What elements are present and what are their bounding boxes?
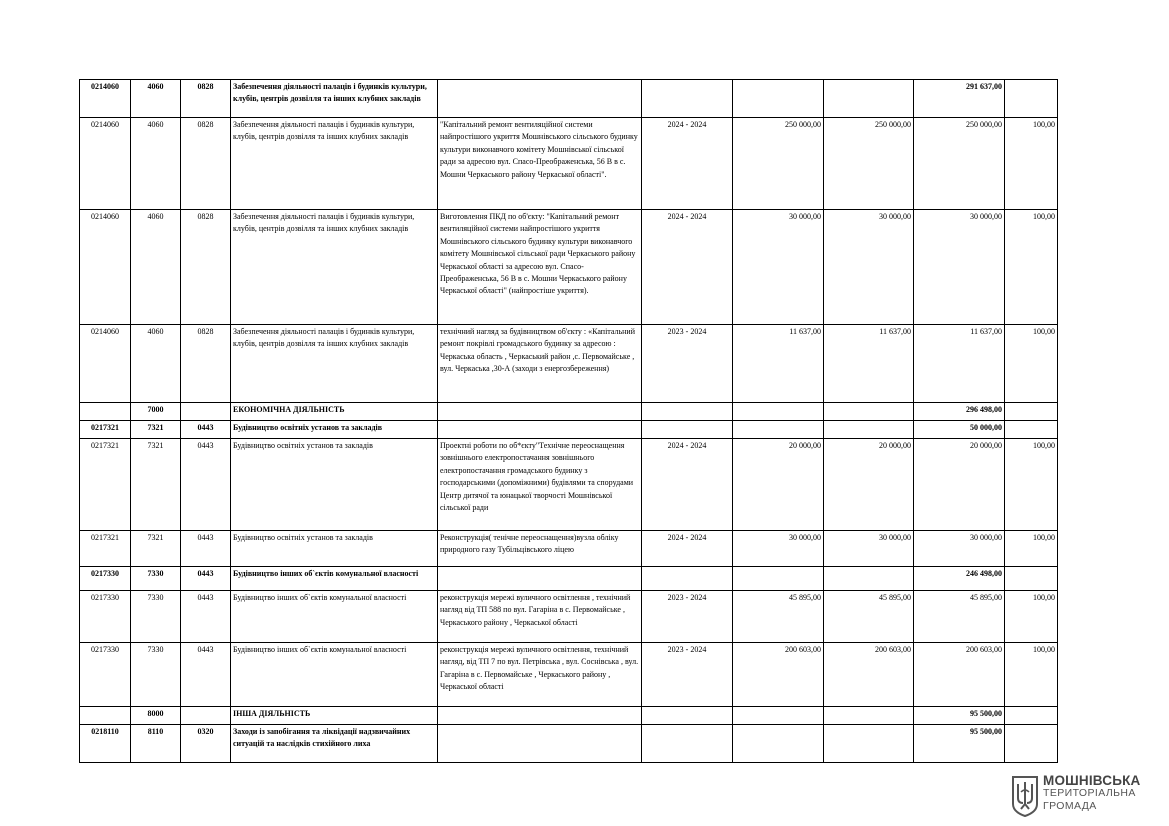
program-name-cell: Будівництво інших об`єктів комунальної власності — [231, 643, 438, 707]
estimated-cost-cell: 200 603,00 — [824, 643, 914, 707]
estimated-cost-cell — [824, 725, 914, 763]
object-description-cell: Виготовлення ПКД по об'єкту: "Капітальний ремонт вентиляційної системи найпростішого укриття Мошнівського сільського будинку культури виконавчого комітету Мошнівської сільської ради Черкаського району Черкаської області за адресою вул. Спасо-Преображенська, 56 В в с. Мошни Черкаського району Черкаської області" (найпростіше укриття). — [438, 210, 642, 325]
kfkv-code-cell: 0828 — [181, 210, 231, 325]
term-cell: 2024 - 2024 — [642, 531, 733, 567]
total-cost-cell — [733, 80, 824, 118]
amount-cell: 11 637,00 — [914, 325, 1005, 403]
table-row-total — [80, 403, 1058, 421]
kfkv-code-cell — [181, 707, 231, 725]
logo-line-2: ТЕРИТОРІАЛЬНА — [1043, 787, 1136, 799]
term-cell: 2023 - 2024 — [642, 325, 733, 403]
program-name-cell: Забезпечення діяльності палаців і будинків культури, клубів, центрів дозвілля та інших клубних закладів — [231, 210, 438, 325]
term-cell: 2024 - 2024 — [642, 439, 733, 531]
readiness-percent-cell: 100,00 — [1005, 643, 1058, 707]
readiness-percent-cell — [1005, 707, 1058, 725]
function-code-cell: 7321 — [131, 439, 181, 531]
function-code-cell: 8000 — [131, 707, 181, 725]
object-description-cell: реконструкція мережі вуличного освітлення, технічний нагляд, від ТП 7 по вул. Петрівська , вул. Соснівська , вул. Гагаріна в с. Первомайське , Черкаського району , Черкаської області — [438, 643, 642, 707]
function-code-cell: 4060 — [131, 118, 181, 210]
estimated-cost-cell: 20 000,00 — [824, 439, 914, 531]
program-name-cell: Забезпечення діяльності палаців і будинків культури, клубів, центрів дозвілля та інших клубних закладів — [231, 80, 438, 118]
community-logo — [1010, 774, 1150, 818]
table-row — [80, 325, 1058, 403]
term-cell — [642, 707, 733, 725]
object-description-cell — [438, 707, 642, 725]
readiness-percent-cell — [1005, 725, 1058, 763]
table-row — [80, 118, 1058, 210]
kfkv-code-cell: 0828 — [181, 325, 231, 403]
function-code-cell: 4060 — [131, 210, 181, 325]
term-cell: 2023 - 2024 — [642, 643, 733, 707]
kfkv-code-cell: 0828 — [181, 80, 231, 118]
program-code-cell — [80, 403, 131, 421]
kfkv-code-cell: 0443 — [181, 421, 231, 439]
amount-cell: 291 637,00 — [914, 80, 1005, 118]
amount-cell: 95 500,00 — [914, 725, 1005, 763]
object-description-cell — [438, 421, 642, 439]
object-description-cell: технічний нагляд за будівництвом об'єкту : «Капітальний ремонт покрівлі громадського будинку за адресою : Черкаська область , Черкаський район ,с. Первомайське , вул. Черкаська ,30-А (заходи з енергозбереження) — [438, 325, 642, 403]
estimated-cost-cell: 11 637,00 — [824, 325, 914, 403]
amount-cell: 95 500,00 — [914, 707, 1005, 725]
total-cost-cell — [733, 421, 824, 439]
logo-line-1: МОШНІВСЬКА — [1043, 773, 1141, 788]
readiness-percent-cell — [1005, 567, 1058, 591]
term-cell — [642, 725, 733, 763]
amount-cell: 30 000,00 — [914, 210, 1005, 325]
term-cell: 2024 - 2024 — [642, 118, 733, 210]
program-name-cell: Будівництво освітніх установ та закладів — [231, 439, 438, 531]
term-cell: 2024 - 2024 — [642, 210, 733, 325]
program-code-cell: 0217330 — [80, 567, 131, 591]
estimated-cost-cell — [824, 567, 914, 591]
term-cell — [642, 80, 733, 118]
program-name-cell: Будівництво інших об`єктів комунальної власності — [231, 591, 438, 643]
program-name-cell: Будівництво інших об`єктів комунальної власності — [231, 567, 438, 591]
function-code-cell: 7321 — [131, 421, 181, 439]
program-code-cell: 0218110 — [80, 725, 131, 763]
object-description-cell: Реконструкція( тенічне переоснащення)вузла обліку природного газу Тубільцівського ліцею — [438, 531, 642, 567]
estimated-cost-cell: 45 895,00 — [824, 591, 914, 643]
amount-cell: 246 498,00 — [914, 567, 1005, 591]
total-cost-cell — [733, 567, 824, 591]
readiness-percent-cell: 100,00 — [1005, 118, 1058, 210]
readiness-percent-cell — [1005, 403, 1058, 421]
object-description-cell: "Капітальний ремонт вентиляційної системи найпростішого укриття Мошнівського сільського будинку культури виконавчого комітету Мошнівської сільської ради за адресою вул. Спасо-Преображенська, 56 В в с. Мошни Черкаського району Черкаської області". — [438, 118, 642, 210]
readiness-percent-cell — [1005, 80, 1058, 118]
object-description-cell — [438, 725, 642, 763]
table-row — [80, 591, 1058, 643]
total-cost-cell: 11 637,00 — [733, 325, 824, 403]
kfkv-code-cell: 0443 — [181, 531, 231, 567]
estimated-cost-cell — [824, 80, 914, 118]
program-code-cell: 0214060 — [80, 118, 131, 210]
object-description-cell — [438, 80, 642, 118]
kfkv-code-cell: 0443 — [181, 591, 231, 643]
kfkv-code-cell: 0443 — [181, 643, 231, 707]
kfkv-code-cell — [181, 403, 231, 421]
estimated-cost-cell: 30 000,00 — [824, 531, 914, 567]
kfkv-code-cell: 0828 — [181, 118, 231, 210]
term-cell: 2023 - 2024 — [642, 591, 733, 643]
logo-line-3: ГРОМАДА — [1043, 800, 1097, 812]
program-name-cell: Будівництво освітніх установ та закладів — [231, 531, 438, 567]
kfkv-code-cell: 0443 — [181, 567, 231, 591]
function-code-cell: 7321 — [131, 531, 181, 567]
term-cell — [642, 421, 733, 439]
object-description-cell: реконструкція мережі вуличного освітлення , технічний нагляд від ТП 588 по вул. Гагаріна в с. Первомайське , Черкаського району , Черкаської області — [438, 591, 642, 643]
table-row — [80, 439, 1058, 531]
readiness-percent-cell: 100,00 — [1005, 325, 1058, 403]
total-cost-cell: 30 000,00 — [733, 210, 824, 325]
program-code-cell — [80, 707, 131, 725]
amount-cell: 250 000,00 — [914, 118, 1005, 210]
program-code-cell: 0217330 — [80, 643, 131, 707]
function-code-cell: 8110 — [131, 725, 181, 763]
program-name-cell: ЕКОНОМІЧНА ДІЯЛЬНІСТЬ — [231, 403, 438, 421]
object-description-cell — [438, 567, 642, 591]
program-code-cell: 0217321 — [80, 439, 131, 531]
program-code-cell: 0214060 — [80, 325, 131, 403]
amount-cell: 200 603,00 — [914, 643, 1005, 707]
table-row-total — [80, 80, 1058, 118]
object-description-cell: Проектні роботи по об*єкту"Технічне переоснащення зовнішнього електропостачання зовнішнього електропостачання громадського будинку з господарськими (допоміжними) будівлями та спорудами Центр дитячої та юнацької творчості Мошнівської сільської ради — [438, 439, 642, 531]
function-code-cell: 7330 — [131, 591, 181, 643]
total-cost-cell: 45 895,00 — [733, 591, 824, 643]
table-row-total — [80, 707, 1058, 725]
program-name-cell: Заходи із запобігання та ліквідації надзвичайних ситуацій та наслідків стихійного лиха — [231, 725, 438, 763]
readiness-percent-cell: 100,00 — [1005, 531, 1058, 567]
logo-text — [1043, 774, 1141, 813]
trident-emblem-icon — [1010, 774, 1040, 818]
readiness-percent-cell: 100,00 — [1005, 210, 1058, 325]
program-code-cell: 0214060 — [80, 80, 131, 118]
amount-cell: 20 000,00 — [914, 439, 1005, 531]
total-cost-cell — [733, 725, 824, 763]
function-code-cell: 4060 — [131, 80, 181, 118]
amount-cell: 30 000,00 — [914, 531, 1005, 567]
readiness-percent-cell — [1005, 421, 1058, 439]
estimated-cost-cell — [824, 421, 914, 439]
total-cost-cell: 20 000,00 — [733, 439, 824, 531]
program-code-cell: 0214060 — [80, 210, 131, 325]
total-cost-cell: 250 000,00 — [733, 118, 824, 210]
program-code-cell: 0217321 — [80, 421, 131, 439]
function-code-cell: 7330 — [131, 643, 181, 707]
table-row — [80, 531, 1058, 567]
estimated-cost-cell — [824, 707, 914, 725]
total-cost-cell: 200 603,00 — [733, 643, 824, 707]
readiness-percent-cell: 100,00 — [1005, 439, 1058, 531]
function-code-cell: 4060 — [131, 325, 181, 403]
total-cost-cell: 30 000,00 — [733, 531, 824, 567]
total-cost-cell — [733, 707, 824, 725]
table-row — [80, 210, 1058, 325]
table-row-total — [80, 725, 1058, 763]
table-body — [80, 80, 1058, 763]
amount-cell: 45 895,00 — [914, 591, 1005, 643]
kfkv-code-cell: 0320 — [181, 725, 231, 763]
program-name-cell: Забезпечення діяльності палаців і будинків культури, клубів, центрів дозвілля та інших клубних закладів — [231, 325, 438, 403]
estimated-cost-cell: 250 000,00 — [824, 118, 914, 210]
function-code-cell: 7330 — [131, 567, 181, 591]
program-name-cell: Будівництво освітніх установ та закладів — [231, 421, 438, 439]
object-description-cell — [438, 403, 642, 421]
table-row-total — [80, 421, 1058, 439]
estimated-cost-cell — [824, 403, 914, 421]
table-row-total — [80, 567, 1058, 591]
table-row — [80, 643, 1058, 707]
total-cost-cell — [733, 403, 824, 421]
kfkv-code-cell: 0443 — [181, 439, 231, 531]
function-code-cell: 7000 — [131, 403, 181, 421]
program-code-cell: 0217330 — [80, 591, 131, 643]
program-name-cell: ІНША ДІЯЛЬНІСТЬ — [231, 707, 438, 725]
program-code-cell: 0217321 — [80, 531, 131, 567]
term-cell — [642, 403, 733, 421]
term-cell — [642, 567, 733, 591]
budget-table — [79, 79, 1058, 763]
amount-cell: 296 498,00 — [914, 403, 1005, 421]
amount-cell: 50 000,00 — [914, 421, 1005, 439]
estimated-cost-cell: 30 000,00 — [824, 210, 914, 325]
readiness-percent-cell: 100,00 — [1005, 591, 1058, 643]
program-name-cell: Забезпечення діяльності палаців і будинків культури, клубів, центрів дозвілля та інших клубних закладів — [231, 118, 438, 210]
